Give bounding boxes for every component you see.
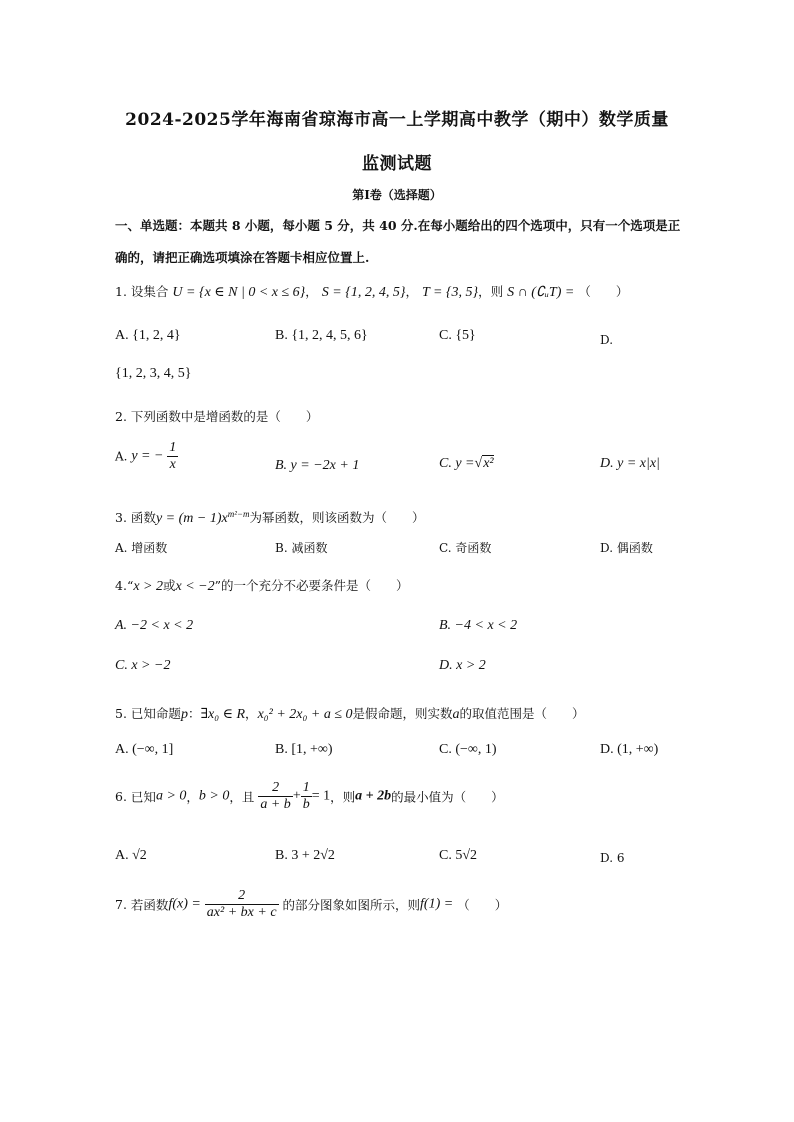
math-set-t: T = {3, 5} [421, 285, 479, 300]
question-number: 7. [115, 897, 127, 912]
option-a: A. (−∞, 1] [115, 742, 174, 757]
option-d: D. 6 [600, 851, 625, 865]
question-number: 3. [115, 510, 127, 525]
question-number: 4. [115, 578, 127, 593]
option-c: C. 5√2 [439, 848, 478, 863]
section-heading: 一、单选题：本题共 8 小题，每小题 5 分，共 40 分.在每小题给出的四个选项中，只有一个选项是正确的，请把正确选项填涂在答题卡相应位置上. [115, 218, 681, 265]
question-6: 6. 已知a > 0，b > 0，且 $\frac{2}{a + b}$ + $\frac{1}{b}$ = 1，则a + 2b的最小值为（ ） [115, 780, 504, 812]
option-c: C. (−∞, 1) [439, 742, 497, 757]
option-d-value: {1, 2, 3, 4, 5} [115, 366, 192, 381]
option-a: A. −2 < x < 2 [115, 618, 194, 633]
option-c: C. {5} [439, 328, 476, 343]
question-number: 1. [115, 284, 127, 299]
option-b: B. y = −2x + 1 [275, 458, 360, 473]
option-c: C. x > −2 [115, 658, 171, 673]
option-b: B. 3 + 2√2 [275, 848, 335, 863]
math-set-u: U = {x ∈ N | 0 < x ≤ 6} [172, 285, 306, 300]
option-b: B. 减函数 [275, 541, 328, 555]
question-7: 7. 若函数f(x) = $\frac{2}{\text{ax² + bx + c}}$ 的部分图象如图所示，则f(1) = （ ） [115, 888, 508, 920]
option-d: D. (1, +∞) [600, 742, 659, 757]
math-function: y = (m − 1)x [155, 511, 228, 526]
option-d: D. [600, 333, 614, 347]
question-2: 2. 下列函数中是增函数的是（ ） [115, 409, 319, 424]
title-line-2: 监测试题 [362, 154, 432, 174]
option-a: A. y = − $\frac{1}{x}$ [115, 440, 177, 472]
fraction: $\frac{1}{b}$ [302, 780, 310, 812]
title-line-1: 2024-2025学年海南省琼海市高一上学期高中教学（期中）数学质量 [125, 110, 669, 130]
option-c: C. 奇函数 [439, 541, 492, 555]
fraction: $\frac{2}{\text{ax² + bx + c}}$ [206, 888, 277, 920]
math-expression: S ∩ (∁ᵤT) = [507, 285, 575, 300]
question-number: 2. [115, 409, 127, 424]
option-c: C. y =√x² [439, 456, 494, 471]
question-number: 5. [115, 706, 127, 721]
math-set-s: S = {1, 2, 4, 5} [321, 285, 406, 300]
option-b: B. [1, +∞) [275, 742, 333, 757]
fraction: $\frac{1}{x}$ [169, 440, 177, 472]
question-number: 6. [115, 789, 127, 804]
option-b: B. −4 < x < 2 [439, 618, 518, 633]
option-b: B. {1, 2, 4, 5, 6} [275, 328, 368, 343]
volume-label: 第Ⅰ卷（选择题） [352, 188, 442, 202]
option-a: A. √2 [115, 848, 147, 863]
question-3: 3. 函数$y = (m - 1)x^{m^2-m}$为幂函数，则该函数为（ ） [115, 508, 425, 526]
fraction: $\frac{2}{a + b}$ [260, 780, 291, 812]
question-4: 4.“x > 2或x < −2”的一个充分不必要条件是（ ） [115, 578, 409, 594]
option-d: D. x > 2 [439, 658, 486, 673]
question-1: 1. 设集合 U = {x ∈ N | 0 < x ≤ 6}， S = {1, 2, 4, 5}， T = {3, 5}，则 S ∩ (∁ᵤT) = （ ） [115, 284, 629, 300]
question-5: 5. 已知命题p：∃x₀ ∈ R，x₀² + 2x₀ + a ≤ 0是假命题，则实数a的取值范围是（ ） [115, 706, 585, 722]
option-d: D. 偶函数 [600, 541, 653, 555]
option-a: A. {1, 2, 4} [115, 328, 181, 343]
option-a: A. 增函数 [115, 541, 168, 555]
option-d: D. y = x|x| [600, 456, 660, 471]
